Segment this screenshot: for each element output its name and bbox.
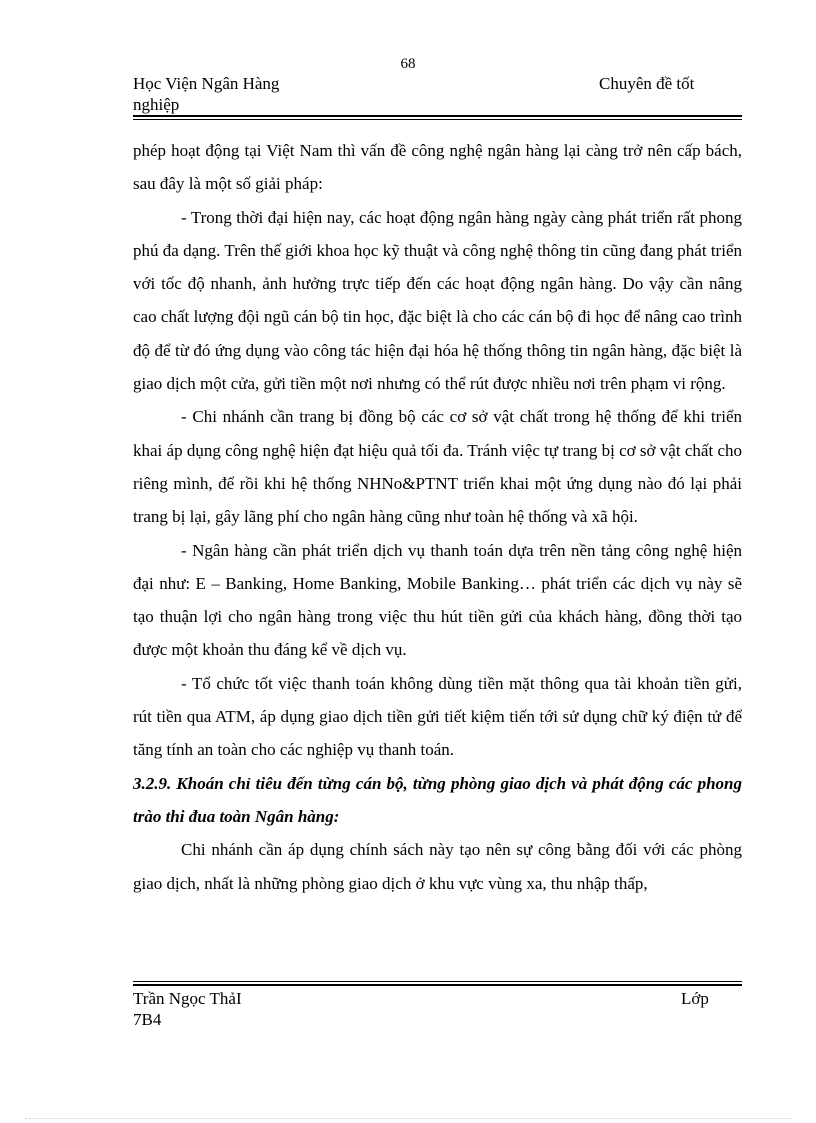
header-institution: Học Viện Ngân Hàng [133, 74, 280, 93]
header-rule-thin [133, 119, 742, 120]
paragraph-solution-payment-services: - Ngân hàng cần phát triển dịch vụ thanh toán dựa trên nền tảng công nghệ hiện đại như: E – Banking, Home Banking, Mobile Banking… phát triển các dịch vụ này sẽ tạo thuận lợi cho ngân hàng trong việc thu hút tiền gửi của khách hàng, đồng thời tạo được một khoản thu đáng kể về dịch vụ. [133, 540, 742, 660]
footer-author: Trần Ngọc ThảI [133, 989, 242, 1008]
page-bottom-edge [25, 1118, 791, 1119]
paragraph-section-body: Chi nhánh cần áp dụng chính sách này tạo nên sự công bằng đối với các phòng giao dịch, nhất là những phòng giao dịch ở khu vực vùng xa, thu nhập thấp, [133, 840, 742, 893]
page-footer [133, 988, 742, 1030]
footer-rule-thin [133, 981, 742, 982]
header-document-type: Chuyên đề tốt [599, 74, 695, 93]
footer-class-code: 7B4 [133, 1010, 162, 1029]
page-number: 68 [400, 56, 416, 72]
footer-class-label: Lớp [681, 989, 709, 1008]
section-heading: 3.2.9. Khoán chỉ tiêu đến từng cán bộ, từng phòng giao dịch và phát động các phong trào thi đua toàn Ngân hàng: [133, 773, 742, 826]
header-institution-continued: nghiệp [133, 95, 180, 114]
paragraph-solution-training: - Trong thời đại hiện nay, các hoạt động ngân hàng ngày càng phát triển rất phong phú đa dạng. Trên thế giới khoa học kỹ thuật và công nghệ thông tin cũng đang phát triển với tốc độ nhanh, ảnh hưởng trực tiếp đến các hoạt động ngân hàng. Do vậy cần nâng cao chất lượng đội ngũ cán bộ tin học, đặc biệt là cho các cán bộ đi học để nâng cao trình độ để từ đó ứng dụng vào công tác hiện đại hóa hệ thống thông tin ngân hàng, đặc biệt là giao dịch một cửa, gửi tiền một nơi nhưng có thể rút được nhiều nơi trên phạm vi rộng. [133, 207, 742, 394]
page-body [133, 134, 742, 900]
page-header [133, 73, 741, 115]
footer-rule-thick [133, 984, 742, 986]
paragraph-intro: phép hoạt động tại Việt Nam thì vấn đề công nghệ ngân hàng lại càng trở nên cấp bách, sau đây là một số giải pháp: [133, 141, 742, 194]
header-rule-thick [133, 115, 742, 117]
paragraph-solution-equipment: - Chi nhánh cần trang bị đồng bộ các cơ sở vật chất trong hệ thống để khi triển khai áp dụng công nghệ hiện đạt hiệu quả tối đa. Tránh việc tự trang bị cơ sở vật chất cho riêng mình, để rồi khi hệ thống NHNo&PTNT triển khai một ứng dụng nào đó lại phải trang bị lại, gây lãng phí cho ngân hàng cũng như toàn hệ thống và xã hội. [133, 407, 742, 527]
paragraph-solution-cashless: - Tổ chức tốt việc thanh toán không dùng tiền mặt thông qua tài khoản tiền gửi, rút tiền qua ATM, áp dụng giao dịch tiền gửi tiết kiệm tiến tới sử dụng chữ ký điện tử để tăng tính an toàn cho các nghiệp vụ thanh toán. [133, 673, 742, 760]
